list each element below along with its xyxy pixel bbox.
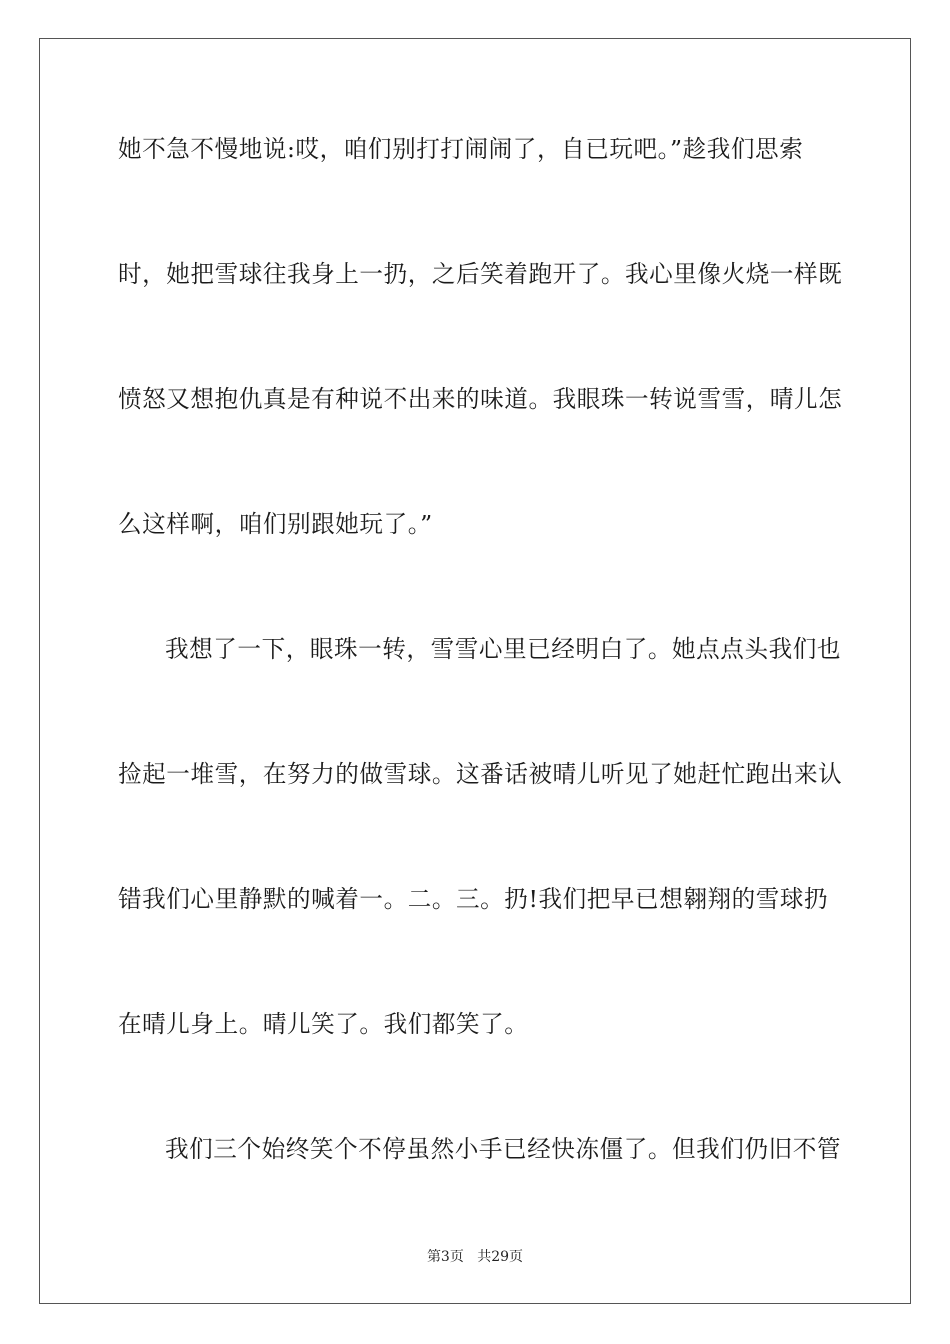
text-line-4: 么这样啊，咱们别跟她玩了。” [118, 510, 433, 538]
page-border [39, 38, 911, 1304]
page-footer [0, 1247, 950, 1267]
text-line-9: 我们三个始终笑个不停虽然小手已经快冻僵了。但我们仍旧不管 [165, 1135, 842, 1163]
text-line-5: 我想了一下，眼珠一转，雪雪心里已经明白了。她点点头我们也 [165, 635, 842, 663]
total-pages: 共29页 [477, 1249, 524, 1265]
page-number: 第3页 [426, 1249, 464, 1265]
text-line-3: 愤怒又想抱仇真是有种说不出来的味道。我眼珠一转说雪雪，晴儿怎 [118, 385, 843, 413]
text-line-6: 捡起一堆雪，在努力的做雪球。这番话被晴儿听见了她赶忙跑出来认 [118, 760, 843, 788]
text-line-8: 在晴儿身上。晴儿笑了。我们都笑了。 [118, 1010, 529, 1038]
text-line-2: 时，她把雪球往我身上一扔，之后笑着跑开了。我心里像火烧一样既 [118, 260, 843, 288]
text-line-7: 错我们心里静默的喊着一。二。三。扔!我们把早已想翱翔的雪球扔 [118, 885, 829, 913]
text-line-1: 她不急不慢地说:哎，咱们别打打闹闹了，自已玩吧。”趁我们思索 [118, 135, 804, 163]
